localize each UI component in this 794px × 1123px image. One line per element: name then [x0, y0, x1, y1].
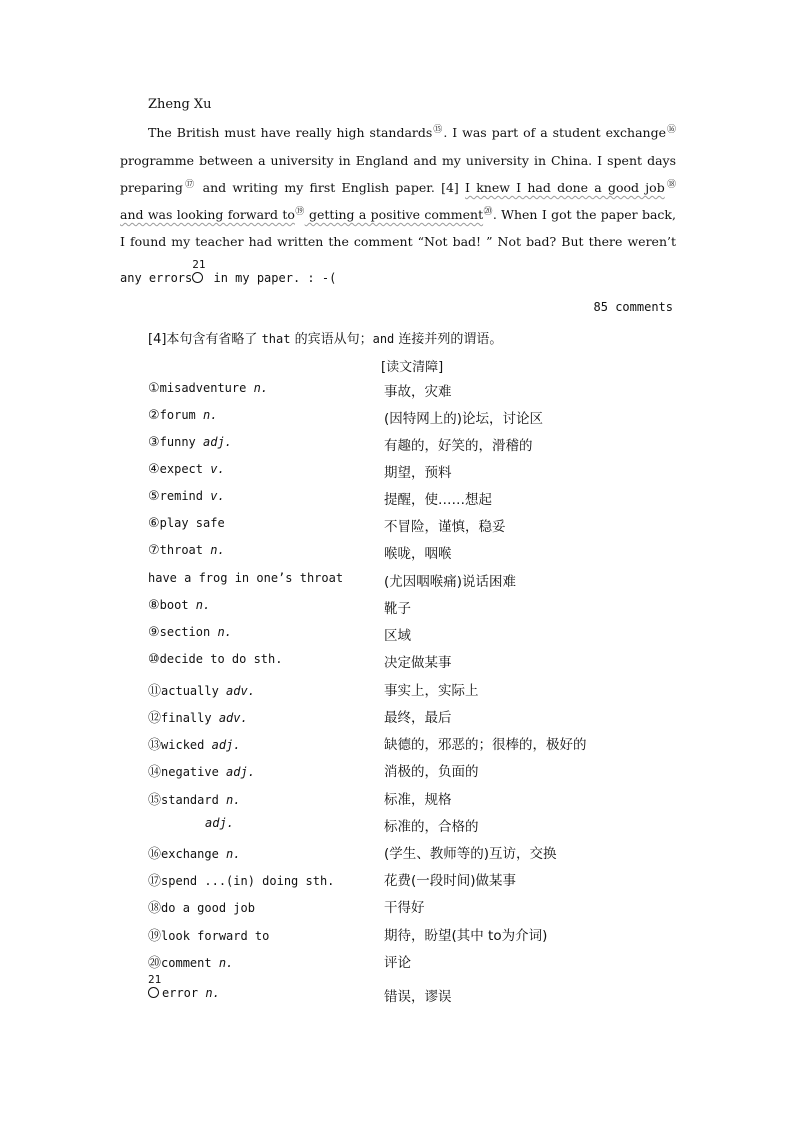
footnote-marker: ⑲ [294, 207, 305, 217]
vocab-term [148, 680, 255, 699]
passage-text: . I was part of a student exchange [443, 125, 666, 140]
vocab-word: do a good job [161, 901, 255, 915]
vocab-word: exchange [161, 847, 219, 861]
passage-line-5: I found my teacher had written the comment “Not bad! ” Not bad? But there weren’t [120, 234, 676, 249]
vocab-word: comment [161, 956, 212, 970]
vocab-word: spend ...(in) doing sth. [161, 874, 335, 888]
vocab-number: ⑬ [148, 738, 162, 753]
passage-text: and writing my first English paper. [4] [196, 180, 466, 195]
passage-text: in my paper. : -( [206, 271, 337, 285]
vocab-word: standard [161, 793, 219, 807]
passage-text: . When I got the paper back, [492, 207, 676, 222]
vocab-word: look forward to [161, 929, 270, 943]
vocab-meaning: 标准，规格 [384, 792, 452, 808]
vocab-number: ① [148, 381, 160, 396]
passage-text: The British must have really high standards [148, 125, 433, 140]
section-title: [读文清障] [381, 360, 444, 375]
vocab-part-of-speech: n. [188, 598, 211, 612]
vocab-word: funny [159, 435, 196, 449]
vocab-part-of-speech: v. [203, 462, 225, 476]
vocab-part-of-speech: n. [203, 543, 225, 557]
vocab-term [148, 870, 334, 889]
vocab-part-of-speech: adj. [218, 765, 255, 779]
vocab-meaning: 决定做某事 [384, 655, 452, 671]
vocab-number: ⑰ [148, 874, 162, 889]
vocab-term [148, 408, 217, 423]
comment-count: 85 comments [593, 300, 673, 314]
vocab-number: ⑫ [148, 711, 162, 726]
circle-icon [148, 987, 159, 998]
vocab-meaning: 提醒，使……想起 [384, 492, 492, 508]
vocab-word: wicked [161, 738, 205, 752]
vocab-meaning: 标准的，合格的 [384, 819, 479, 835]
vocab-part-of-speech: adj. [204, 738, 241, 752]
vocab-meaning: 花费(一段时间)做某事 [384, 873, 517, 889]
author-name: Zheng Xu [148, 97, 212, 112]
vocab-part-of-speech: n. [198, 986, 220, 1000]
vocab-meaning: 事实上，实际上 [384, 683, 479, 699]
passage-line-4 [120, 205, 676, 227]
vocab-part-of-speech: n. [246, 381, 269, 395]
vocab-word: finally [161, 711, 212, 725]
vocab-number: ⑯ [148, 847, 162, 862]
vocab-word: section [159, 625, 211, 639]
vocab-part-of-speech: adj. [205, 816, 234, 830]
vocab-term [205, 816, 234, 830]
vocab-meaning: 干得好 [384, 900, 425, 916]
vocab-meaning: 不冒险，谨慎，稳妥 [384, 519, 506, 535]
vocab-number: ⑪ [148, 684, 162, 699]
vocab-number: ⑧ [148, 598, 160, 613]
vocab-number: ⑤ [148, 489, 160, 504]
vocab-part-of-speech: n. [211, 956, 234, 970]
vocab-part-of-speech: adv. [218, 684, 255, 698]
vocab-meaning: 消极的，负面的 [384, 764, 479, 780]
vocab-meaning: (学生、教师等的)互访，交换 [384, 846, 557, 862]
vocab-meaning: 期待，盼望(其中 to为介词) [384, 928, 548, 944]
vocab-meaning: 错误，谬误 [384, 989, 452, 1005]
vocab-term [148, 625, 232, 640]
vocab-word: boot [159, 598, 189, 612]
vocab-term [148, 516, 225, 531]
vocab-number: ⑱ [148, 901, 162, 916]
vocab-term [148, 652, 282, 667]
vocab-term [148, 925, 269, 944]
vocab-number: ④ [148, 462, 160, 477]
vocab-term [148, 789, 241, 808]
vocab-part-of-speech: n. [218, 793, 241, 807]
vocab-word: misadventure [159, 381, 247, 395]
vocab-number: ③ [148, 435, 160, 450]
passage-text: preparing [120, 180, 183, 195]
vocab-word: play safe [159, 516, 225, 530]
vocab-term [148, 489, 225, 504]
vocab-part-of-speech: adv. [211, 711, 248, 725]
vocab-word: negative [161, 765, 219, 779]
vocab-term [148, 734, 241, 753]
vocab-meaning: 喉咙，咽喉 [384, 546, 452, 562]
vocab-meaning: (因特网上的)论坛，讨论区 [384, 411, 544, 427]
vocab-word: remind [159, 489, 204, 503]
vocab-term [148, 462, 225, 477]
footnote-marker: ⑰ [182, 180, 197, 190]
vocab-term [148, 543, 225, 558]
vocab-number: ⑦ [148, 543, 160, 558]
vocab-meaning: 区域 [384, 628, 411, 644]
passage-line-1 [148, 123, 676, 145]
vocab-term [148, 761, 255, 780]
passage-text: any errors [120, 271, 193, 285]
vocab-number: ⑳ [148, 956, 162, 971]
vocab-part-of-speech: v. [203, 489, 225, 503]
passage-line-3 [120, 178, 676, 200]
passage-line-6 [120, 258, 676, 288]
grammar-note: [4]本句含有省略了 that 的宾语从句；and 连接并列的谓语。 [148, 332, 503, 347]
vocab-term [148, 707, 248, 726]
vocab-meaning: 有趣的，好笑的，滑稽的 [384, 438, 533, 454]
footnote-marker-21: 21 [192, 268, 206, 288]
vocab-word: forum [159, 408, 196, 422]
vocab-part-of-speech: n. [218, 847, 241, 861]
footnote-marker: ⑮ [432, 125, 444, 135]
vocab-term [148, 381, 268, 396]
vocab-term [148, 897, 255, 916]
vocab-meaning: 期望，预料 [384, 465, 452, 481]
vocab-number: ② [148, 408, 160, 423]
vocab-term [148, 952, 233, 971]
vocab-word: throat [159, 543, 204, 557]
vocab-term [148, 598, 210, 613]
vocab-meaning: 最终，最后 [384, 710, 452, 726]
vocab-meaning: 事故，灾难 [384, 384, 452, 400]
vocab-number: ⑮ [148, 793, 162, 808]
vocab-part-of-speech: n. [210, 625, 232, 639]
vocab-number: 21 [148, 986, 162, 1000]
vocab-number: ⑥ [148, 516, 160, 531]
vocab-word: actually [161, 684, 219, 698]
vocab-number: ⑩ [148, 652, 160, 667]
vocab-term [148, 571, 343, 585]
vocab-word: expect [159, 462, 204, 476]
vocab-word: error [162, 986, 199, 1000]
vocab-term [148, 435, 232, 450]
underlined-sentence: I knew I had done a good job [465, 180, 665, 195]
underlined-sentence: getting a positive comment [304, 207, 484, 222]
vocab-meaning: 缺德的，邪恶的；很棒的，极好的 [384, 737, 587, 753]
vocab-part-of-speech: n. [195, 408, 218, 422]
footnote-marker: ⑯ [665, 125, 676, 135]
vocab-number: ⑲ [148, 929, 162, 944]
vocab-number: ⑨ [148, 625, 160, 640]
underlined-sentence: and was looking forward to [120, 207, 295, 222]
vocab-meaning: (尤因咽喉痛)说话困难 [384, 574, 517, 590]
vocab-meaning: 靴子 [384, 601, 411, 617]
vocab-word: have a frog in one’s throat [148, 571, 344, 585]
vocab-number: ⑭ [148, 765, 162, 780]
footnote-marker: ⑱ [664, 180, 676, 190]
vocab-term [148, 843, 241, 862]
vocab-part-of-speech: adj. [195, 435, 232, 449]
vocab-meaning: 评论 [384, 955, 411, 971]
passage-line-2: programme between a university in England and my university in China. I spent days [120, 153, 676, 168]
footnote-marker: ⑳ [483, 207, 493, 217]
vocab-word: decide to do sth. [159, 652, 283, 666]
vocab-term [148, 973, 220, 1000]
